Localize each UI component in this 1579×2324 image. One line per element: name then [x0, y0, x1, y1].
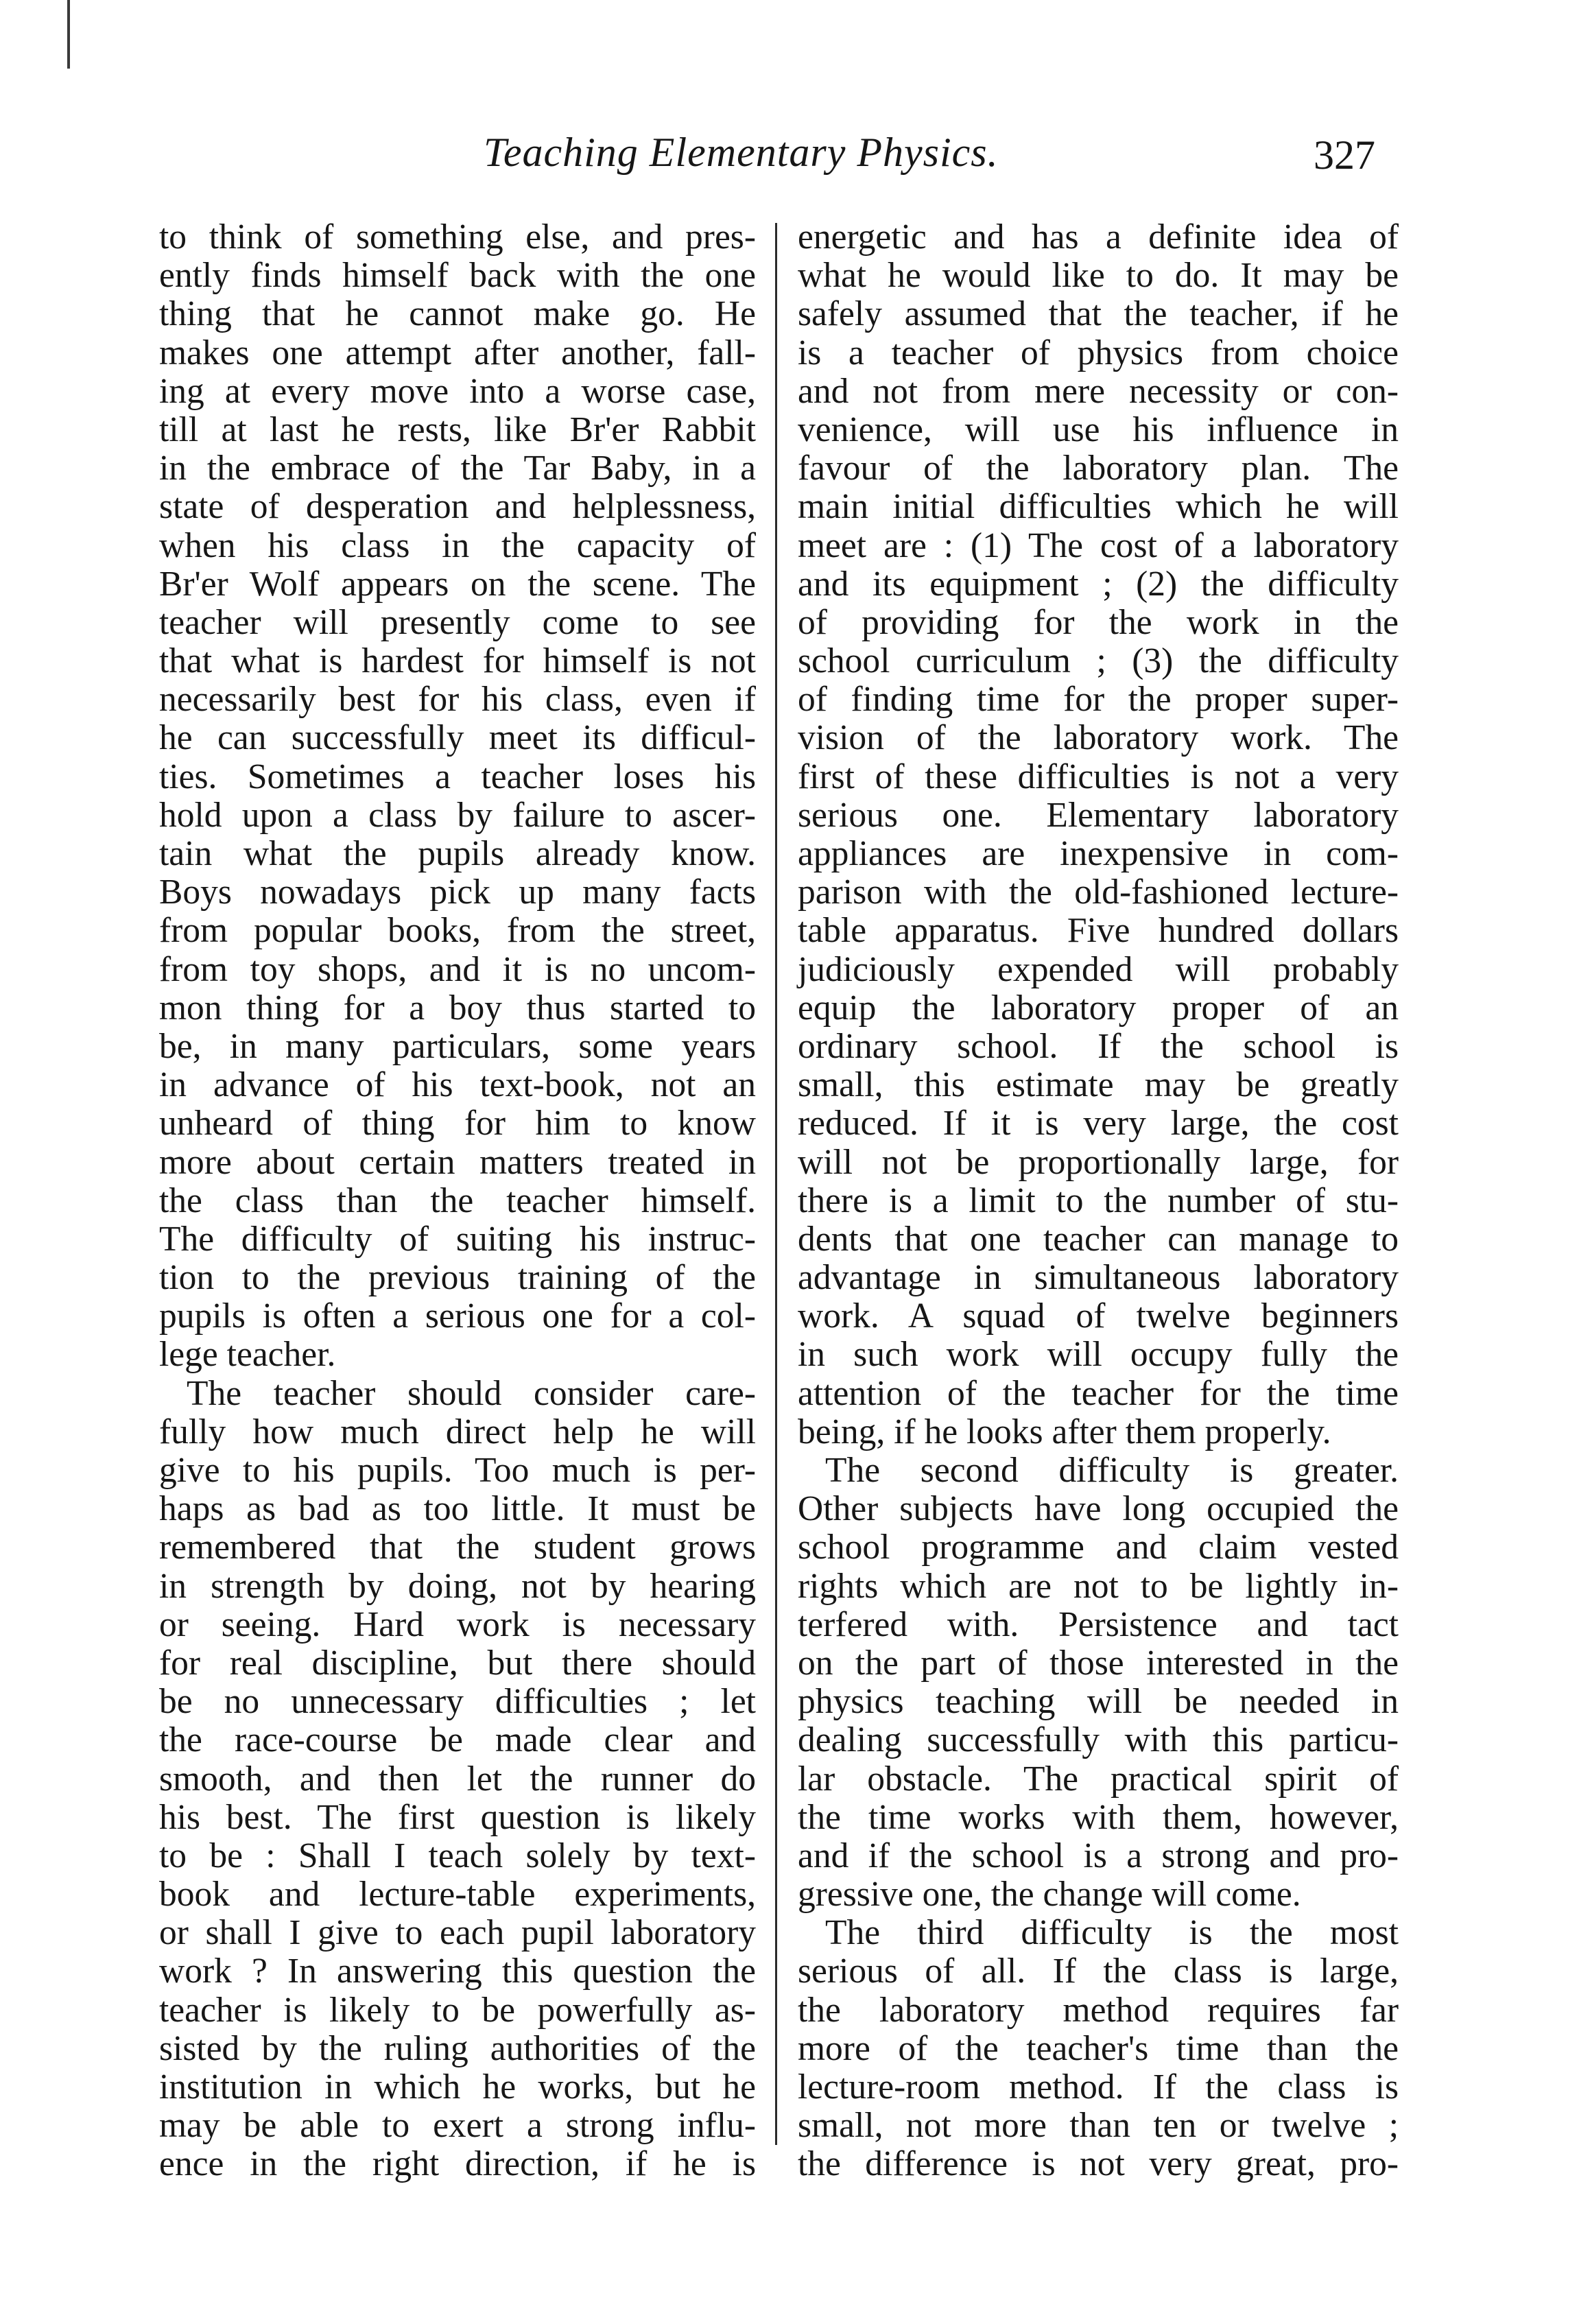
text-line: The third difficulty is the most: [825, 1913, 1399, 1953]
text-line: from popular books, from the street,: [159, 911, 756, 951]
column-rule: [775, 223, 777, 2145]
text-line: makes one attempt after another, fall-: [159, 333, 756, 372]
text-line: being, if he looks after them properly.: [798, 1412, 1331, 1451]
text-line: smooth, and then let the runner do: [159, 1759, 756, 1799]
text-line: and its equipment ; (2) the difficulty: [798, 564, 1399, 604]
text-line: and not from mere necessity or con-: [798, 371, 1399, 411]
text-line: more of the teacher's time than the: [798, 2028, 1399, 2068]
text-line: will not be proportionally large, for: [798, 1142, 1399, 1182]
text-line: be, in many particulars, some years: [159, 1026, 756, 1066]
text-line: in advance of his text-book, not an: [159, 1065, 756, 1105]
text-line: tion to the previous training of the: [159, 1258, 756, 1298]
text-line: and if the school is a strong and pro-: [798, 1836, 1399, 1875]
text-line: equip the laboratory proper of an: [798, 988, 1399, 1028]
text-line: lecture-room method. If the class is: [798, 2067, 1399, 2107]
text-line: gressive one, the change will come.: [798, 1875, 1301, 1914]
text-line: till at last he rests, like Br'er Rabbit: [159, 410, 756, 449]
text-line: pupils is often a serious one for a col-: [159, 1296, 756, 1336]
text-line: mon thing for a boy thus started to: [159, 988, 756, 1028]
text-line: teacher will presently come to see: [159, 602, 756, 642]
text-line: meet are : (1) The cost of a laboratory: [798, 525, 1399, 565]
text-line: energetic and has a definite idea of: [798, 217, 1399, 257]
text-line: serious of all. If the class is large,: [798, 1952, 1399, 1991]
text-line: what he would like to do. It may be: [798, 256, 1399, 296]
text-line: physics teaching will be needed in: [798, 1682, 1399, 1722]
text-line: that what is hardest for himself is not: [159, 641, 756, 681]
text-line: ordinary school. If the school is: [798, 1026, 1399, 1066]
text-line: his best. The first question is likely: [159, 1797, 756, 1837]
text-line: ently finds himself back with the one: [159, 256, 756, 296]
text-line: the laboratory method requires far: [798, 1990, 1399, 2030]
text-line: sisted by the ruling authorities of the: [159, 2028, 756, 2068]
text-line: Br'er Wolf appears on the scene. The: [159, 564, 756, 604]
page-header: [0, 110, 1579, 192]
text-line: school curriculum ; (3) the difficulty: [798, 641, 1399, 681]
text-line: rights which are not to be lightly in-: [798, 1566, 1399, 1606]
text-line: in the embrace of the Tar Baby, in a: [159, 449, 756, 488]
text-line: there is a limit to the number of stu-: [798, 1181, 1399, 1220]
text-line: he can successfully meet its difficul-: [159, 718, 756, 758]
text-line: is a teacher of physics from choice: [798, 333, 1399, 372]
text-line: be no unnecessary difficulties ; let: [159, 1682, 756, 1722]
text-line: or seeing. Hard work is necessary: [159, 1604, 756, 1644]
text-line: teacher is likely to be powerfully as-: [159, 1990, 756, 2030]
text-line: The teacher should consider care-: [187, 1373, 756, 1413]
text-line: ties. Sometimes a teacher loses his: [159, 757, 756, 796]
text-line: of providing for the work in the: [798, 602, 1399, 642]
text-line: advantage in simultaneous laboratory: [798, 1258, 1399, 1298]
text-line: work. A squad of twelve beginners: [798, 1296, 1399, 1336]
text-line: ence in the right direction, if he is: [159, 2144, 756, 2184]
text-line: book and lecture-table experiments,: [159, 1875, 756, 1914]
text-line: on the part of those interested in the: [798, 1643, 1399, 1683]
left-column: [159, 218, 756, 2184]
text-line: or shall I give to each pupil laboratory: [159, 1913, 756, 1953]
text-line: give to his pupils. Too much is per-: [159, 1451, 756, 1490]
text-line: necessarily best for his class, even if: [159, 680, 756, 720]
text-line: state of desperation and helplessness,: [159, 487, 756, 527]
text-line: the time works with them, however,: [798, 1797, 1399, 1837]
text-line: from toy shops, and it is no uncom-: [159, 949, 756, 989]
text-line: The difficulty of suiting his instruc-: [159, 1219, 756, 1259]
text-line: venience, will use his influence in: [798, 410, 1399, 449]
text-line: lege teacher.: [159, 1335, 336, 1375]
text-line: the difference is not very great, pro-: [798, 2144, 1399, 2184]
text-line: work ? In answering this question the: [159, 1952, 756, 1991]
page-number: 327: [1314, 132, 1375, 178]
text-line: may be able to exert a strong influ-: [159, 2106, 756, 2146]
text-line: tain what the pupils already know.: [159, 834, 756, 873]
text-line: dealing successfully with this particu-: [798, 1720, 1399, 1760]
running-title: Teaching Elementary Physics.: [484, 130, 999, 175]
text-line: haps as bad as too little. It must be: [159, 1489, 756, 1529]
text-line: terfered with. Persistence and tact: [798, 1604, 1399, 1644]
text-line: the race-course be made clear and: [159, 1720, 756, 1760]
text-line: parison with the old-fashioned lecture-: [798, 873, 1399, 912]
text-line: safely assumed that the teacher, if he: [798, 294, 1399, 334]
text-line: when his class in the capacity of: [159, 525, 756, 565]
text-line: remembered that the student grows: [159, 1528, 756, 1567]
text-line: serious one. Elementary laboratory: [798, 795, 1399, 835]
text-line: favour of the laboratory plan. The: [798, 449, 1399, 488]
right-column: [798, 218, 1399, 2184]
text-line: unheard of thing for him to know: [159, 1104, 756, 1143]
text-line: in strength by doing, not by hearing: [159, 1566, 756, 1606]
text-line: school programme and claim vested: [798, 1528, 1399, 1567]
text-line: the class than the teacher himself.: [159, 1181, 756, 1220]
text-line: lar obstacle. The practical spirit of: [798, 1759, 1399, 1799]
text-line: dents that one teacher can manage to: [798, 1219, 1399, 1259]
text-line: to think of something else, and pres-: [159, 217, 756, 257]
text-line: table apparatus. Five hundred dollars: [798, 911, 1399, 951]
text-line: main initial difficulties which he will: [798, 487, 1399, 527]
text-line: Other subjects have long occupied the: [798, 1489, 1399, 1529]
text-line: small, this estimate may be greatly: [798, 1065, 1399, 1105]
text-line: The second difficulty is greater.: [825, 1451, 1399, 1490]
text-line: of finding time for the proper super-: [798, 680, 1399, 720]
text-line: institution in which he works, but he: [159, 2067, 756, 2107]
text-line: fully how much direct help he will: [159, 1412, 756, 1451]
text-line: more about certain matters treated in: [159, 1142, 756, 1182]
text-line: judiciously expended will probably: [798, 949, 1399, 989]
text-line: ing at every move into a worse case,: [159, 371, 756, 411]
text-line: first of these difficulties is not a very: [798, 757, 1399, 796]
text-line: appliances are inexpensive in com-: [798, 834, 1399, 873]
scan-edge-mark: [67, 0, 70, 69]
text-line: Boys nowadays pick up many facts: [159, 873, 756, 912]
text-line: to be : Shall I teach solely by text-: [159, 1836, 756, 1875]
text-line: reduced. If it is very large, the cost: [798, 1104, 1399, 1143]
text-line: in such work will occupy fully the: [798, 1335, 1399, 1375]
text-line: small, not more than ten or twelve ;: [798, 2106, 1399, 2146]
text-line: for real discipline, but there should: [159, 1643, 756, 1683]
text-line: hold upon a class by failure to ascer-: [159, 795, 756, 835]
text-line: thing that he cannot make go. He: [159, 294, 756, 334]
text-line: vision of the laboratory work. The: [798, 718, 1399, 758]
text-line: attention of the teacher for the time: [798, 1373, 1399, 1413]
